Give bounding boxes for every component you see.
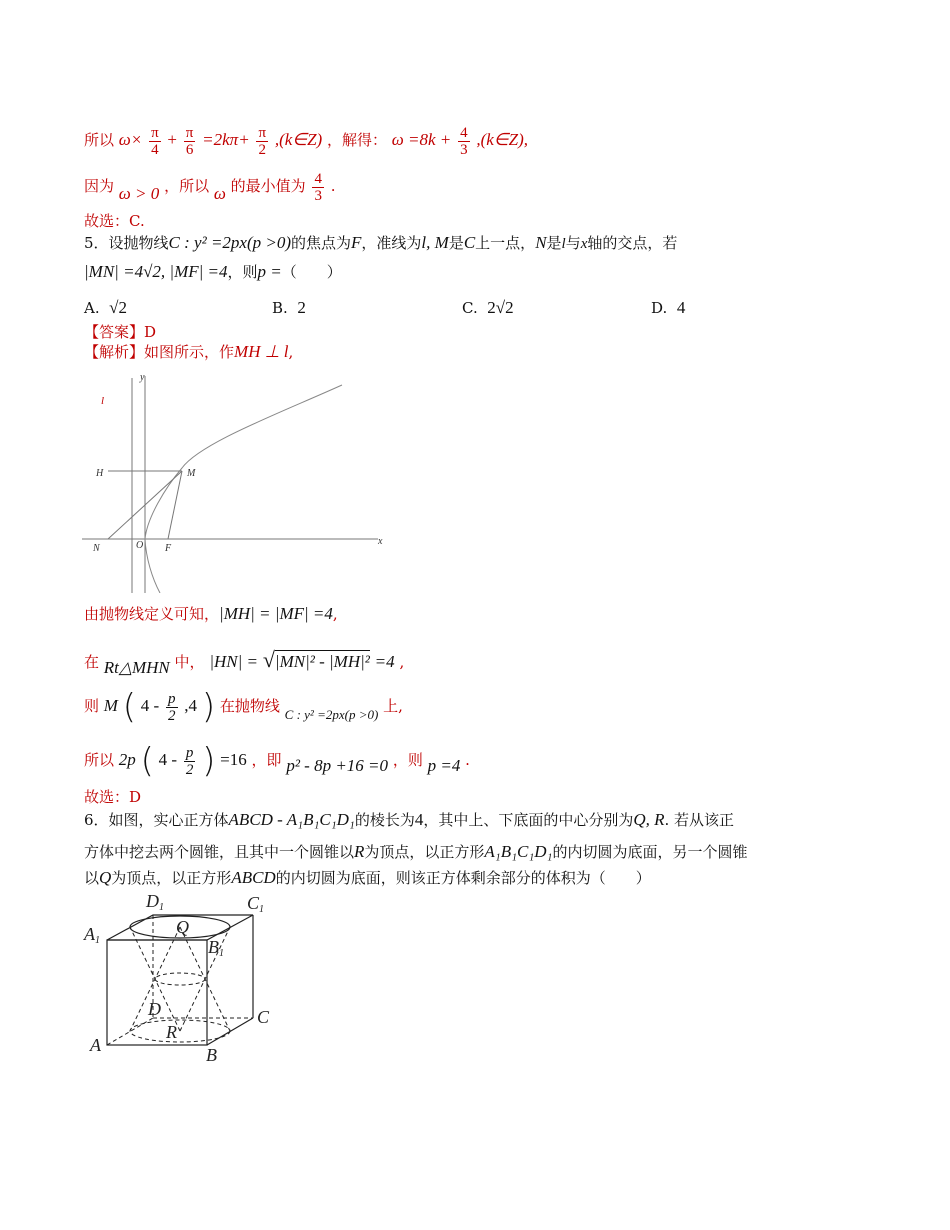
q5-stem-line1: 5．设抛物线C : y² =2px(p >0)的焦点为F，准线为l, M是C上一点，N是l与x轴的交点，若	[84, 233, 678, 252]
q5-option-b[interactable]: B. 2	[272, 298, 306, 317]
q5-option-d[interactable]: D. 4	[651, 298, 686, 317]
q6-line2: 方体中挖去两个圆锥，且其中一个圆锥以R为顶点，以正方形A₁B₁C₁D₁的内切圆为底面，另一个圆锥	[84, 842, 748, 861]
label-y: y	[140, 372, 145, 383]
cube-figure	[80, 893, 280, 1063]
q5-step2: 在 Rt△MHN 中， |HN| = √|MN|² - |MH|² =4 ,	[84, 647, 405, 677]
label-m: M	[187, 468, 196, 479]
svg-text:C1: C1	[247, 893, 265, 915]
cube-front-face	[107, 940, 207, 1045]
sol4-choose: 故选：C.	[84, 212, 145, 230]
q6-line1: 6．如图，实心正方体ABCD - A₁B₁C₁D₁的棱长为4，其中上、下底面的中心分别为Q, R. 若从该正	[84, 810, 735, 829]
frac-pi-4: $\frac{\pi}{4}$	[151, 124, 159, 158]
svg-text:Q: Q	[176, 917, 189, 937]
label-n: N	[93, 543, 100, 554]
label-l: l	[101, 395, 105, 407]
svg-text:A1: A1	[84, 924, 100, 946]
svg-text:B1: B1	[208, 937, 224, 959]
svg-text:A: A	[90, 1035, 101, 1055]
q5-step3: 则 M ( 4 - $\frac{p}{2}$ ,4 ) 在抛物线 C : y² =2px(p >0) 上,	[84, 687, 403, 727]
svg-text:D1: D1	[146, 893, 164, 913]
frac-4-3: $\frac{4}{3}$	[460, 124, 468, 158]
q5-analysis: 【解析】如图所示，作MH ⊥ l,	[84, 342, 294, 361]
svg-text:R: R	[166, 1022, 177, 1042]
svg-text:D: D	[148, 999, 161, 1019]
middle-circle	[155, 973, 205, 985]
q5-option-a[interactable]: A. √2	[84, 298, 127, 317]
segment-mf	[168, 471, 182, 539]
frac-pi-2: $\frac{\pi}{2}$	[258, 124, 267, 158]
label-x: x	[378, 536, 383, 547]
label-f: F	[165, 543, 172, 554]
q5-choose: 故选：D	[84, 788, 142, 806]
svg-text:C: C	[257, 1007, 270, 1027]
frac-4-3-min: $\frac{4}{3}$	[314, 170, 322, 204]
label-h: H	[96, 468, 104, 479]
q5-step4: 所以 2p ( 4 - $\frac{p}{2}$ ) =16 ，即 p² - 8p +16 =0 ，则 p =4 .	[84, 741, 470, 781]
parabola-figure	[80, 368, 390, 593]
parabola-curve	[145, 385, 342, 593]
svg-text:B: B	[206, 1045, 217, 1063]
q5-answer: 【答案】D	[84, 323, 157, 341]
sol4-line2: 因为 ω > 0 ，所以 ω 的最小值为 $\frac{4}{3}$ .	[84, 170, 336, 204]
sol4-line1: 所以 ω× $\frac{\pi}{4}$ + $\frac{\pi}{6}$ =2kπ+ $\frac{\pi}{2}$ ,(k∈Z) ，解得： ω =8k + $\frac{4}{3}$ ,(k∈Z),	[84, 124, 528, 158]
q5-step1: 由抛物线定义可知，|MH| = |MF| =4,	[84, 604, 338, 623]
q5-stem-line2: |MN| =4√2, |MF| =4，则p =（ ）	[84, 262, 342, 281]
frac-pi-6: $\frac{\pi}{6}$	[185, 124, 194, 158]
label-o: O	[136, 540, 144, 551]
q5-option-c[interactable]: C. 2√2	[462, 298, 514, 317]
q6-line3: 以Q为顶点，以正方形ABCD的内切圆为底面，则该正方体剩余部分的体积为（ ）	[84, 868, 651, 887]
